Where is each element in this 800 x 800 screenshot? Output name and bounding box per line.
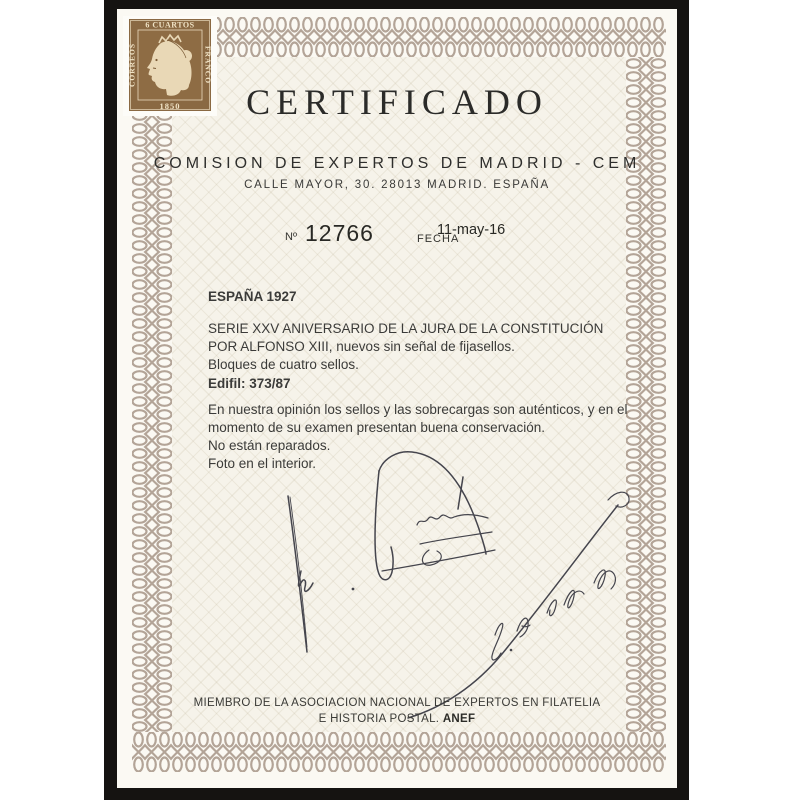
certificate-paper (117, 9, 677, 788)
certificate-photo (104, 0, 689, 800)
svg-text:FRANCO: FRANCO (203, 45, 213, 85)
opinion-line: Foto en el interior. (208, 456, 317, 471)
opinion-line: En nuestra opinión los sellos y las sobrecargas son auténticos, y en el (208, 402, 628, 417)
description-line: SERIE XXV ANIVERSARIO DE LA JURA DE LA CONSTITUCIÓN (208, 321, 604, 336)
footer-line1: MIEMBRO DE LA ASOCIACION NACIONAL DE EXPERTOS EN FILATELIA (193, 697, 601, 709)
description-line: POR ALFONSO XIII, nuevos sin señal de fijasellos. (208, 339, 515, 354)
footer-line2-text: E HISTORIA POSTAL. (318, 713, 443, 725)
expert-opinion (208, 401, 628, 473)
footer-membership (117, 695, 677, 727)
opinion-line: No están reparados. (208, 438, 331, 453)
border-band-bottom (132, 732, 666, 772)
date-label: FECHA (417, 233, 460, 245)
opinion-line: momento de su examen presentan buena conservación. (208, 420, 545, 435)
certificate-date: 11-may-16 (437, 222, 506, 238)
number-label: Nº (285, 231, 297, 243)
certificate-number: 12766 (305, 220, 374, 246)
svg-text:1850: 1850 (159, 101, 181, 111)
organization-address: CALLE MAYOR, 30. 28013 MADRID. ESPAÑA (244, 179, 550, 191)
certificate-title: CERTIFICADO (246, 82, 548, 122)
organization-name: COMISION DE EXPERTOS DE MADRID - CEM (153, 155, 641, 172)
catalog-reference: Edifil: 373/87 (208, 376, 291, 391)
footer-anef: ANEF (442, 713, 476, 725)
description-line: Bloques de cuatro sellos. (208, 357, 359, 372)
item-description (208, 320, 628, 374)
footer-line2 (117, 711, 677, 727)
item-heading: ESPAÑA 1927 (208, 289, 297, 304)
svg-text:CORREOS: CORREOS (127, 42, 137, 88)
svg-text:6 CUARTOS: 6 CUARTOS (145, 20, 195, 30)
